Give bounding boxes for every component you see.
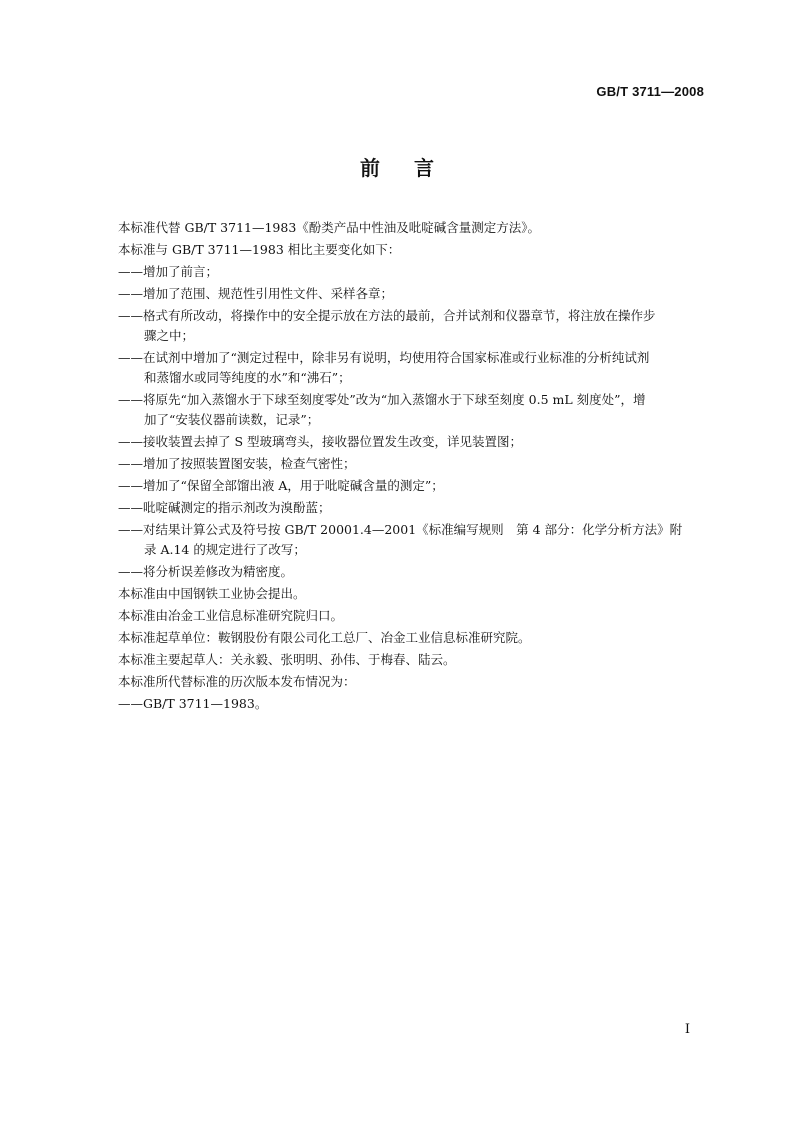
- list-item: [118, 454, 708, 474]
- changes-list: [118, 262, 708, 582]
- list-item-line: ——增加了“保留全部馏出液 A，用于吡啶碱含量的测定”；: [118, 478, 444, 493]
- drafters-paragraph: 本标准主要起草人：关永毅、张明明、孙伟、于梅春、陆云。: [118, 652, 456, 667]
- list-item: [118, 562, 708, 582]
- standard-number: GB/T 3711—2008: [596, 84, 704, 99]
- list-item-line: ——GB/T 3711—1983。: [118, 696, 268, 711]
- list-item-continuation: 和蒸馏水或同等纯度的水”和“沸石”；: [144, 370, 351, 385]
- intro-paragraph: 本标准代替 GB/T 3711—1983《酚类产品中性油及吡啶碱含量测定方法》。: [118, 220, 541, 235]
- list-item-line: ——将分析误差修改为精密度。: [118, 564, 294, 579]
- history-intro-paragraph: 本标准所代替标准的历次版本发布情况为：: [118, 674, 356, 689]
- list-item: [118, 348, 708, 388]
- list-item-line: ——将原先“加入蒸馏水于下球至刻度零处”改为“加入蒸馏水于下球至刻度 0.5 mL 刻度处”，增: [118, 392, 646, 407]
- list-item-line: ——吡啶碱测定的指示剂改为溴酚蓝；: [118, 500, 331, 515]
- centralized-paragraph: 本标准由冶金工业信息标准研究院归口。: [118, 608, 344, 623]
- list-item-continuation: 骤之中；: [144, 328, 195, 343]
- list-item-line: ——接收装置去掉了 S 型玻璃弯头，接收器位置发生改变，详见装置图；: [118, 434, 523, 449]
- list-item: [118, 694, 708, 714]
- list-item-continuation: 录 A.14 的规定进行了改写；: [144, 542, 306, 557]
- list-item-line: ——对结果计算公式及符号按 GB/T 20001.4—2001《标准编写规则 第 4 部分：化学分析方法》附: [118, 522, 683, 537]
- list-item: [118, 390, 708, 430]
- page-title: 前言: [360, 156, 468, 180]
- list-item-line: ——格式有所改动，将操作中的安全提示放在方法的最前，合并试剂和仪器章节，将注放在操作步: [118, 308, 656, 323]
- document-body: [118, 218, 708, 716]
- list-item: [118, 284, 708, 304]
- drafting-units-paragraph: 本标准起草单位：鞍钢股份有限公司化工总厂、冶金工业信息标准研究院。: [118, 630, 531, 645]
- changes-intro-paragraph: 本标准与 GB/T 3711—1983 相比主要变化如下：: [118, 242, 401, 257]
- list-item-line: ——增加了范围、规范性引用性文件、采样各章；: [118, 286, 394, 301]
- history-list: [118, 694, 708, 714]
- list-item: [118, 306, 708, 346]
- list-item: [118, 520, 708, 560]
- proposer-paragraph: 本标准由中国钢铁工业协会提出。: [118, 586, 306, 601]
- list-item-line: ——在试剂中增加了“测定过程中，除非另有说明，均使用符合国家标准或行业标准的分析纯试剂: [118, 350, 650, 365]
- list-item-line: ——增加了按照装置图安装，检查气密性；: [118, 456, 356, 471]
- list-item: [118, 432, 708, 452]
- list-item-continuation: 加了“安装仪器前读数，记录”；: [144, 412, 320, 427]
- list-item: [118, 262, 708, 282]
- list-item: [118, 498, 708, 518]
- list-item-line: ——增加了前言；: [118, 264, 219, 279]
- list-item: [118, 476, 708, 496]
- page-number: I: [684, 1022, 690, 1037]
